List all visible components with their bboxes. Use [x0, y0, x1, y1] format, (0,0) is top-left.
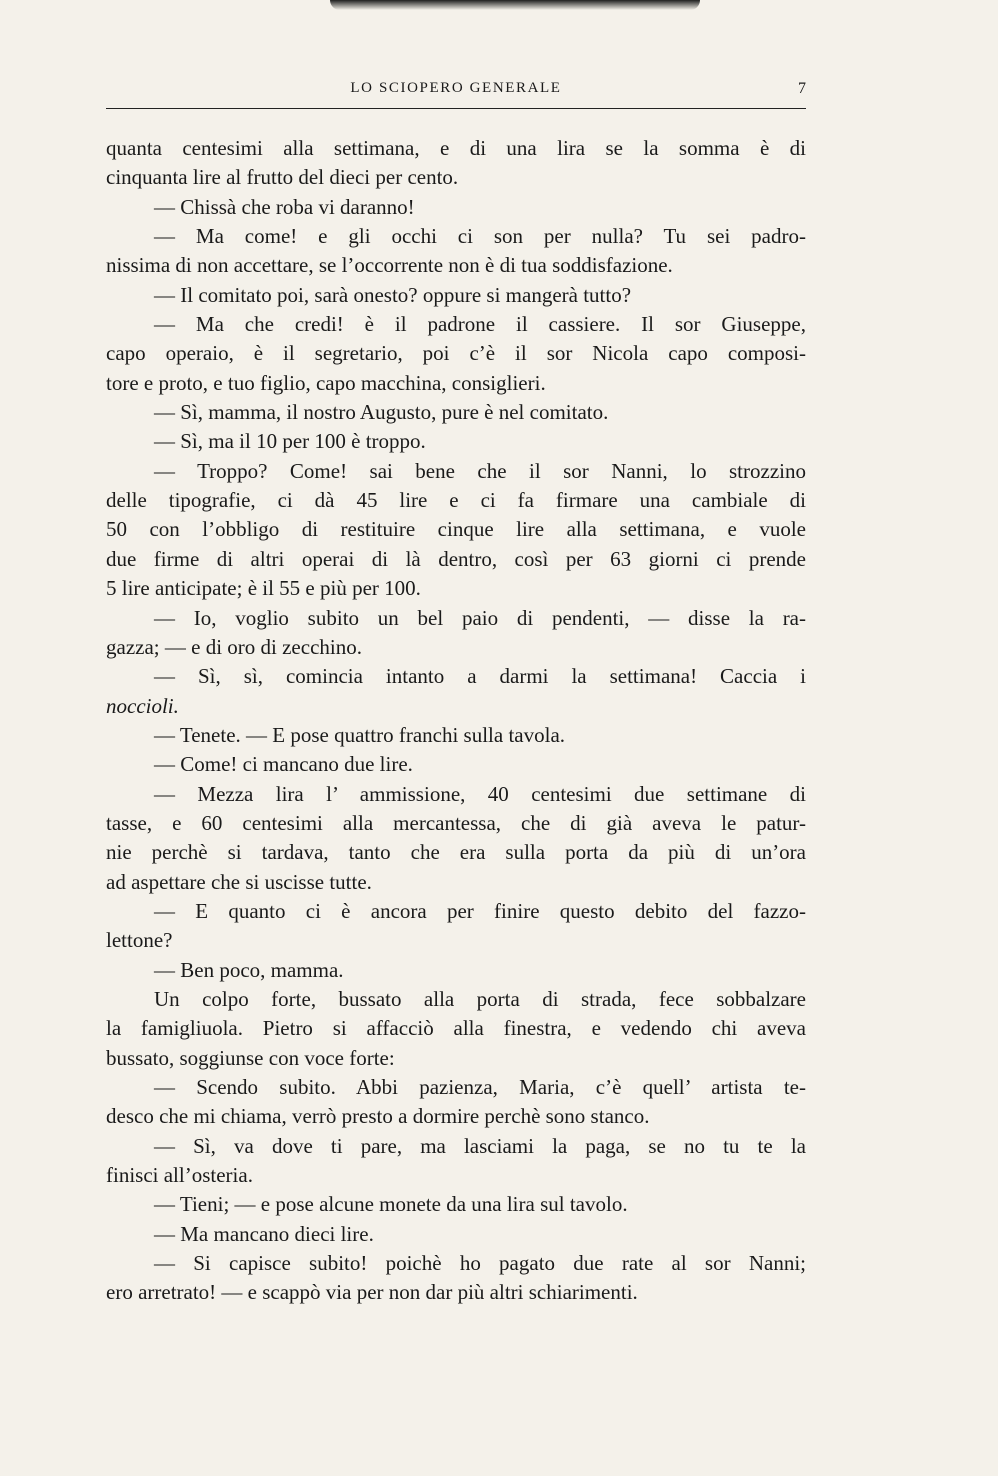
- text-line: — Sì, sì, comincia intanto a darmi la settimana! Caccia i: [154, 664, 806, 689]
- page-header: [106, 80, 806, 112]
- header-rule: [106, 108, 806, 109]
- text-line: la famigliuola. Pietro si affacciò alla finestra, e vedendo chi aveva: [106, 1016, 806, 1041]
- text-line: finisci all’osteria.: [106, 1163, 253, 1188]
- text-line: — Troppo? Come! sai bene che il sor Nanni, lo strozzino: [154, 458, 806, 483]
- text-line: — Tenete. — E pose quattro franchi sulla tavola.: [154, 722, 566, 747]
- text-line: — Il comitato poi, sarà onesto? oppure si mangerà tutto?: [154, 282, 632, 307]
- text-line: — Ben poco, mamma.: [154, 957, 344, 982]
- text-line: gazza; — e di oro di zecchino.: [106, 634, 362, 659]
- text-line: — Come! ci mancano due lire.: [154, 752, 413, 777]
- text-line: — Scendo subito. Abbi pazienza, Maria, c’è quell’ artista te-: [154, 1075, 806, 1099]
- text-line: — E quanto ci è ancora per finire questo debito del fazzo-: [154, 898, 806, 923]
- text-line: tasse, e 60 centesimi alla mercantessa, che di già aveva le patur-: [106, 810, 806, 835]
- text-line: Un colpo forte, bussato alla porta di strada, fece sobbalzare: [154, 986, 806, 1011]
- text-line: nie perchè si tardava, tanto che era sulla porta da più di un’ora: [106, 840, 806, 865]
- text-line: — Sì, va dove ti pare, ma lasciami la paga, se no tu te la: [154, 1133, 806, 1158]
- text-line: — Tieni; — e pose alcune monete da una lira sul tavolo.: [154, 1192, 628, 1217]
- text-line: — Sì, mamma, il nostro Augusto, pure è nel comitato.: [154, 400, 609, 425]
- text-line: desco che mi chiama, verrò presto a dormire perchè sono stanco.: [106, 1104, 650, 1129]
- text-line: — Mezza lira l’ ammissione, 40 centesimi due settimane di: [154, 781, 806, 806]
- text-line: 5 lire anticipate; è il 55 e più per 100.: [106, 576, 421, 601]
- text-line: lettone?: [106, 928, 173, 953]
- text-line: 50 con l’obbligo di restituire cinque lire alla settimana, e vuole: [106, 517, 806, 542]
- running-title: LO SCIOPERO GENERALE: [350, 80, 562, 96]
- text-line: tore e proto, e tuo figlio, capo macchina, consiglieri.: [106, 370, 546, 395]
- scan-shadow: [330, 0, 700, 10]
- text-line: — Ma come! e gli occhi ci son per nulla? Tu sei padro-: [154, 224, 806, 249]
- text-line: bussato, soggiunse con voce forte:: [106, 1045, 395, 1070]
- text-body: [106, 134, 806, 1308]
- text-line: quanta centesimi alla settimana, e di una lira se la somma è di: [106, 136, 806, 160]
- text-line: — Io, voglio subito un bel paio di pendenti, — disse la ra-: [154, 605, 806, 630]
- text-line: ero arretrato! — e scappò via per non dar più altri schiarimenti.: [106, 1280, 638, 1305]
- text-line: — Ma che credi! è il padrone il cassiere. Il sor Giuseppe,: [154, 312, 806, 337]
- text-line: — Si capisce subito! poichè ho pagato due rate al sor Nanni;: [154, 1251, 806, 1276]
- text-line: — Ma mancano dieci lire.: [154, 1221, 374, 1246]
- text-line: noccioli.: [106, 693, 179, 718]
- text-line: — Sì, ma il 10 per 100 è troppo.: [154, 429, 426, 454]
- text-line: delle tipografie, ci dà 45 lire e ci fa firmare una cambiale di: [106, 488, 806, 513]
- text-line: cinquanta lire al frutto del dieci per cento.: [106, 165, 459, 190]
- page-number: 7: [798, 80, 806, 97]
- text-line: capo operaio, è il segretario, poi c’è il sor Nicola capo composi-: [106, 341, 806, 366]
- text-line: ad aspettare che si uscisse tutte.: [106, 869, 372, 894]
- text-line: — Chissà che roba vi daranno!: [154, 194, 415, 219]
- text-line: nissima di non accettare, se l’occorrente non è di tua soddisfazione.: [106, 253, 673, 278]
- text-line: due firme di altri operai di là dentro, così per 63 giorni ci prende: [106, 546, 806, 571]
